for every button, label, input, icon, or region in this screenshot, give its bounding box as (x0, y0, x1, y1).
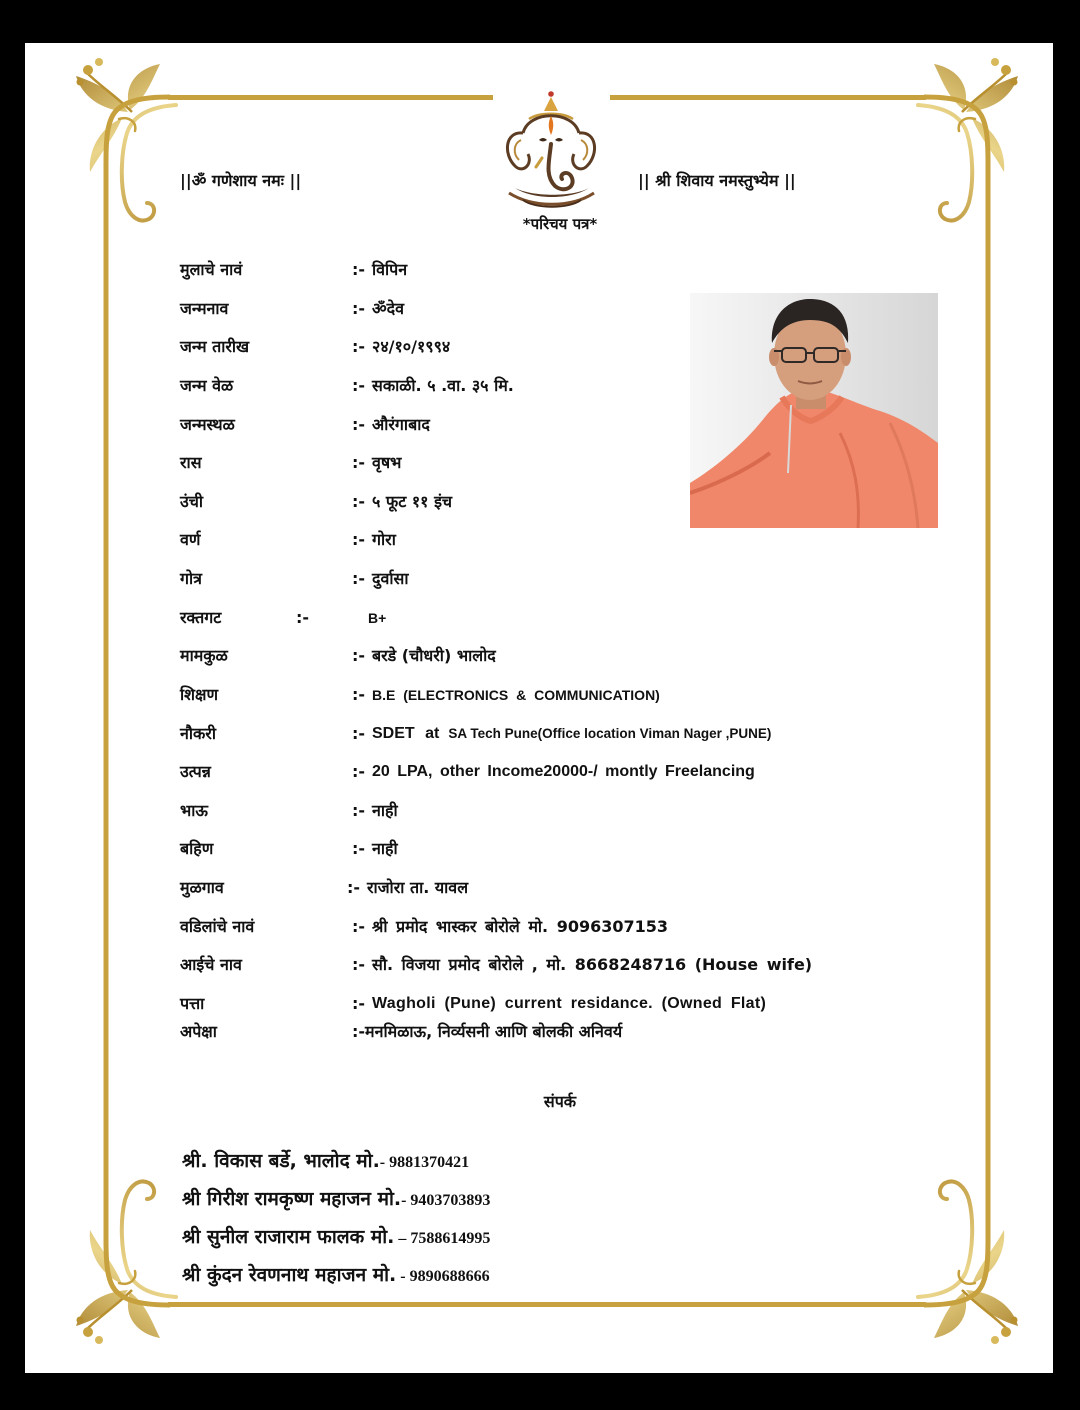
rashi-label: रास (180, 453, 202, 473)
contact-item (182, 1143, 490, 1181)
expectations-text (352, 1013, 622, 1052)
row-expectations (0, 1013, 1080, 1052)
mother-name-label: आईचे नाव (180, 955, 242, 975)
child-name-value: विपिन (372, 260, 408, 279)
brothers-value: नाही (372, 800, 398, 820)
birth-time-value: सकाळी. ५ .वा. ३५ मि. (372, 375, 514, 395)
row-education (0, 676, 1080, 715)
birth-name-separator: :- (352, 298, 366, 318)
contact-item (182, 1219, 490, 1257)
job-separator: :- (352, 723, 366, 743)
child-name-label: मुलाचे नावं (180, 260, 243, 279)
row-birth-place (0, 406, 1080, 445)
gotra-separator: :- (352, 569, 366, 588)
corner-ornament-bottom-right (918, 1182, 1018, 1344)
row-father-name (0, 908, 1080, 947)
income-value: 20 LPA, other Income20000-/ montly Freelancing (372, 763, 755, 781)
expectations-label: अपेक्षा (180, 1021, 217, 1041)
shiva-invocation: || श्री शिवाय नमस्तुभ्येम || (638, 171, 796, 190)
native-village-value: राजोरा ता. यावल (367, 878, 469, 897)
birth-time-separator: :- (352, 375, 366, 395)
height-label: उंची (180, 491, 204, 511)
gotra-value: दुर्वासा (372, 569, 409, 588)
address-separator: :- (352, 993, 366, 1013)
row-blood-group (0, 599, 1080, 638)
ganesh-invocation: ||ॐ गणेशाय नमः || (180, 171, 302, 190)
birth-name-label: जन्मनाव (180, 298, 229, 318)
blood-group-separator: :- (296, 607, 310, 627)
income-label: उत्पन्न (180, 762, 211, 782)
father-name-label: वडिलांचे नावं (180, 916, 255, 936)
sisters-separator: :- (352, 839, 366, 859)
native-village-label: मुळगाव (180, 878, 224, 897)
address-value: Wagholi (Pune) current residance. (Owned Flat) (372, 994, 767, 1012)
ganesha-icon (493, 88, 610, 210)
maternal-family-value: बरडे (चौधरी) भालोद (372, 646, 496, 666)
row-job (0, 715, 1080, 754)
birth-name-value: ॐदेव (372, 298, 404, 318)
biodata-details (0, 251, 1080, 1052)
job-label: नौकरी (180, 723, 217, 743)
row-income (0, 753, 1080, 792)
row-brothers (0, 792, 1080, 831)
corner-ornament-bottom-left (76, 1182, 176, 1344)
maternal-family-label: मामकुळ (180, 646, 228, 666)
job-title: SDET at (372, 724, 440, 742)
brothers-separator: :- (352, 800, 366, 820)
maternal-family-separator: :- (352, 646, 366, 666)
row-height (0, 483, 1080, 522)
birth-date-label: जन्म तारीख (180, 337, 250, 357)
expectations-separator: :- (352, 1021, 366, 1041)
contact-item (182, 1181, 490, 1219)
document-title: *परिचय पत्र* (522, 215, 598, 233)
row-sisters (0, 830, 1080, 869)
education-value: B.E (ELECTRONICS & COMMUNICATION) (372, 686, 660, 703)
height-separator: :- (352, 491, 366, 511)
mother-name-separator: :- (352, 955, 366, 975)
contact-name: श्री. विकास बर्डे, भालोद मो. (182, 1150, 380, 1172)
complexion-value: गोरा (372, 530, 396, 550)
contact-heading: संपर्क (543, 1092, 577, 1111)
contact-phone: - 9881370421 (379, 1154, 470, 1171)
rashi-value: वृषभ (372, 453, 402, 473)
contact-item (182, 1257, 490, 1295)
address-label: पत्ता (180, 993, 205, 1013)
complexion-separator: :- (352, 530, 366, 550)
birth-place-label: जन्मस्थळ (180, 414, 235, 434)
gotra-label: गोत्र (180, 569, 202, 588)
sisters-label: बहिण (180, 839, 214, 859)
father-name-separator: :- (352, 916, 366, 936)
contact-name: श्री कुंदन रेवणनाथ महाजन मो. (182, 1264, 397, 1286)
expectations-value: मनमिळाऊ, निर्व्यसनी आणि बोलकी अनिवर्य (365, 1021, 623, 1041)
row-child-name (0, 251, 1080, 290)
row-gotra (0, 560, 1080, 599)
birth-place-separator: :- (352, 414, 366, 434)
frame-bottom-line (168, 1302, 926, 1307)
father-name-value: श्री प्रमोद भास्कर बोरोले मो. 9096307153 (372, 916, 669, 936)
native-village-separator: :- (347, 878, 361, 897)
education-separator: :- (352, 684, 366, 704)
mother-name-value: सौ. विजया प्रमोद बोरोले , मो. 8668248716 (House wife) (372, 955, 813, 975)
corner-ornament-top-right (918, 58, 1018, 220)
child-name-separator: :- (352, 260, 366, 279)
birth-date-value: २४/१०/१९९४ (372, 337, 451, 357)
job-value (372, 715, 771, 754)
income-separator: :- (352, 762, 366, 782)
sisters-value: नाही (372, 839, 398, 859)
row-birth-time (0, 367, 1080, 406)
rashi-separator: :- (352, 453, 366, 473)
row-mother-name (0, 946, 1080, 985)
contact-name: श्री गिरीश रामकृष्ण महाजन मो. (182, 1188, 402, 1210)
row-native-village (0, 869, 1080, 908)
row-birth-date (0, 328, 1080, 367)
birth-date-separator: :- (352, 337, 366, 357)
row-complexion (0, 521, 1080, 560)
complexion-label: वर्ण (180, 530, 201, 550)
birth-time-label: जन्म वेळ (180, 375, 234, 395)
blood-group-value: B+ (368, 609, 387, 626)
blood-group-label: रक्तगट (180, 607, 222, 627)
contact-phone: - 9403703893 (401, 1192, 491, 1209)
height-value: ५ फूट ११ इंच (372, 491, 453, 511)
brothers-label: भाऊ (180, 800, 208, 820)
row-birth-name (0, 290, 1080, 329)
corner-ornament-top-left (76, 58, 176, 220)
birth-place-value: औरंगाबाद (372, 414, 430, 434)
contact-phone: – 7588614995 (394, 1230, 491, 1247)
contact-name: श्री सुनील राजाराम फालक मो. (182, 1226, 395, 1248)
contact-phone: - 9890688666 (396, 1268, 490, 1285)
education-label: शिक्षण (180, 684, 219, 704)
contact-list (182, 1143, 490, 1295)
row-maternal-family (0, 637, 1080, 676)
row-rashi (0, 444, 1080, 483)
job-employer: SA Tech Pune(Office location Viman Nager ,PUNE) (448, 725, 772, 741)
